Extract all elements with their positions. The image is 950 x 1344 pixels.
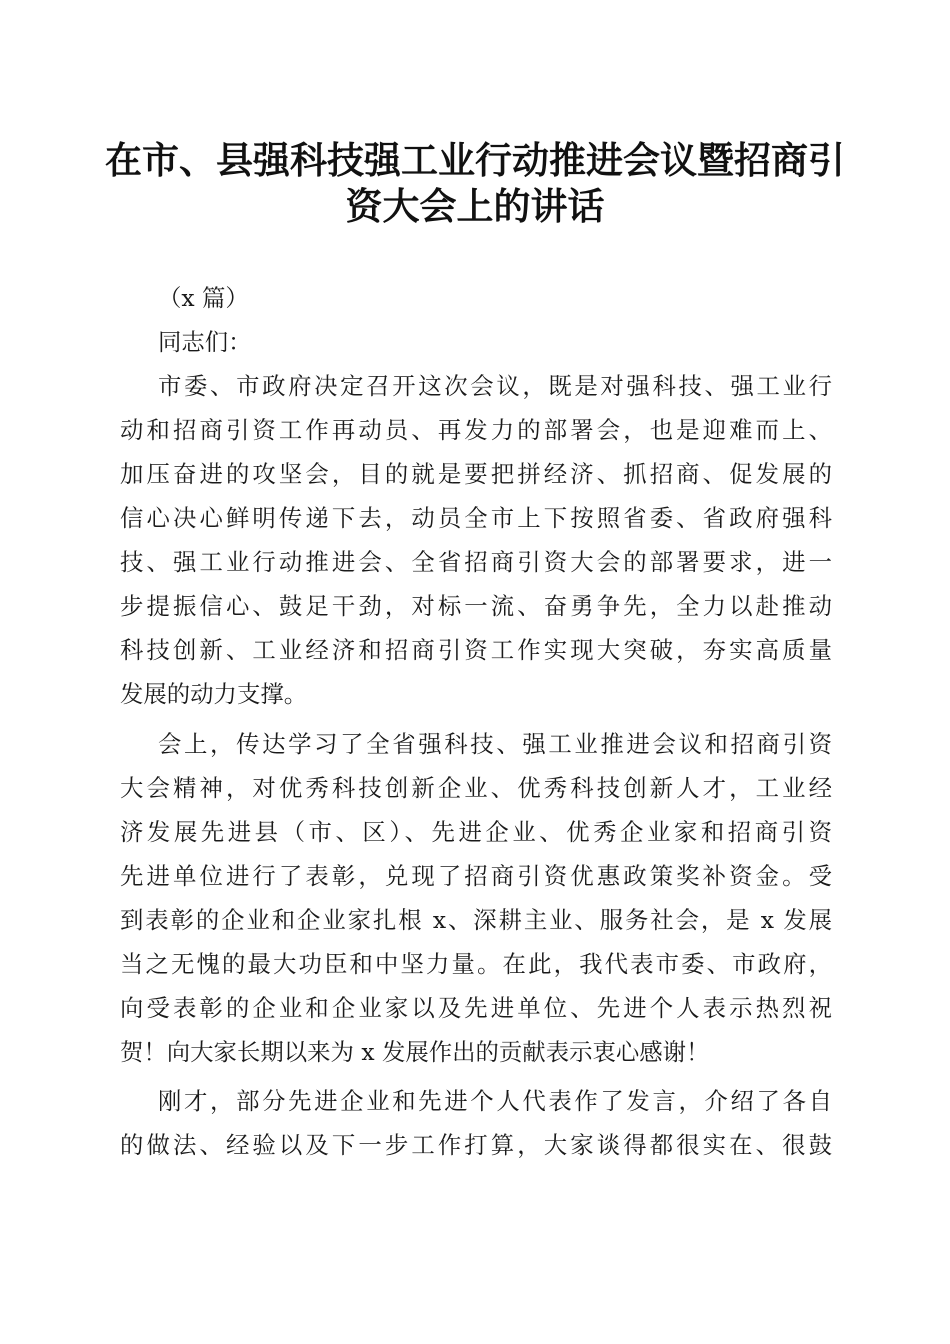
- salutation: 同志们：: [158, 328, 252, 356]
- paragraph-2-line: 会上，传达学习了全省强科技、强工业推进会议和招商引资: [158, 730, 832, 758]
- document-title-line-2: 资大会上的讲话: [345, 184, 605, 228]
- paragraph-1-line: 科技创新、工业经济和招商引资工作实现大突破，夯实高质量: [120, 636, 832, 664]
- paragraph-1-line: 市委、市政府决定召开这次会议，既是对强科技、强工业行: [158, 372, 832, 400]
- paragraph-3-line: 的做法、经验以及下一步工作打算，大家谈得都很实在、很鼓: [120, 1131, 832, 1159]
- paragraph-2-line: 到表彰的企业和企业家扎根 x、深耕主业、服务社会，是 x 发展: [120, 906, 832, 934]
- paragraph-2-line: 济发展先进县（市、区）、先进企业、优秀企业家和招商引资: [120, 818, 832, 846]
- paragraph-2-line: 先进单位进行了表彰，兑现了招商引资优惠政策奖补资金。受: [120, 862, 832, 890]
- paragraph-1-line: 加压奋进的攻坚会，目的就是要把拼经济、抓招商、促发展的: [120, 460, 832, 488]
- paragraph-2-line: 向受表彰的企业和企业家以及先进单位、先进个人表示热烈祝: [120, 994, 832, 1022]
- paragraph-1-line: 信心决心鲜明传递下去，动员全市上下按照省委、省政府强科: [120, 504, 832, 532]
- paragraph-1-line: 技、强工业行动推进会、全省招商引资大会的部署要求，进一: [120, 548, 832, 576]
- paragraph-1-line: 步提振信心、鼓足干劲，对标一流、奋勇争先，全力以赴推动: [120, 592, 832, 620]
- subtitle: （x 篇）: [158, 284, 249, 312]
- paragraph-2-line: 当之无愧的最大功臣和中坚力量。在此，我代表市委、市政府，: [120, 950, 832, 978]
- document-title-line-1: 在市、县强科技强工业行动推进会议暨招商引: [105, 138, 845, 182]
- paragraph-1-line: 发展的动力支撑。: [120, 680, 308, 708]
- paragraph-1-line: 动和招商引资工作再动员、再发力的部署会，也是迎难而上、: [120, 416, 832, 444]
- paragraph-2-line: 贺！向大家长期以来为 x 发展作出的贡献表示衷心感谢！: [120, 1038, 710, 1066]
- paragraph-3-line: 刚才，部分先进企业和先进个人代表作了发言，介绍了各自: [158, 1087, 832, 1115]
- paragraph-2-line: 大会精神，对优秀科技创新企业、优秀科技创新人才，工业经: [120, 774, 832, 802]
